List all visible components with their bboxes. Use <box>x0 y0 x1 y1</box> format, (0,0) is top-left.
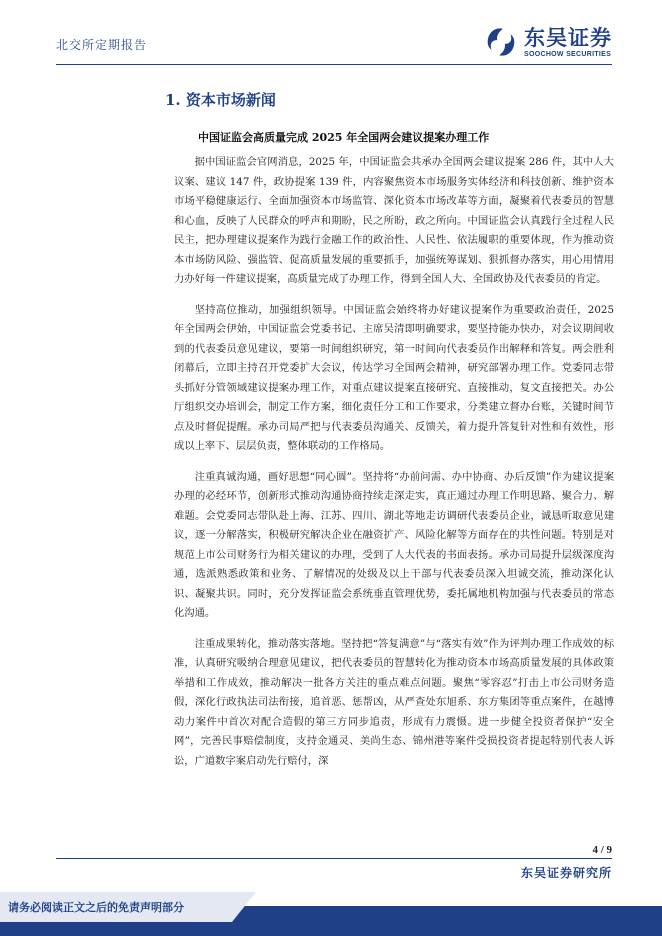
footer-divider <box>56 858 612 859</box>
disclaimer-text: 请务必阅读正文之后的免责声明部分 <box>8 901 184 914</box>
paragraph: 坚持高位推动，加强组织领导。中国证监会始终将办好建议提案作为重要政治责任，2025 年全国两会伊始，中国证监会党委书记、主席吴清即明确要求，要坚持能办快办，对会议期间收到的代表委员意见建议，要第一时间组织研究，第一时间向代表委员作出解释和答复。两会胜利闭幕后，立即主持召开党委扩大会议，传达学习全国两会精神，研究部署办理工作。党委同志带头抓好分管领域建议提案办理工作，对重点建议提案直接研究、直接推动，复文直接把关。办公厅组织交办培训会，制定工作方案，细化责任分工和工作要求，分类建立督办台账，关键时间节点及时督促提醒。承办司局严把与代表委员沟通关、反馈关，着力提升答复针对性和有效性，形成以上率下、层层负责，整体联动的工作格局。 <box>174 303 614 452</box>
report-type-label: 北交所定期报告 <box>56 38 148 52</box>
soochow-logo-icon <box>482 23 520 61</box>
article-body <box>174 153 614 782</box>
section-title: 1. 资本市场新闻 <box>165 91 276 109</box>
page-number: 4 / 9 <box>592 844 612 856</box>
header-divider <box>56 64 612 65</box>
logo-en-text: SOOCHOW SECURITIES <box>524 50 612 58</box>
footer-institute: 东吴证券研究所 <box>520 866 612 880</box>
article-title: 中国证监会高质量完成 2025 年全国两会建议提案办理工作 <box>198 131 490 144</box>
logo-cn-text: 东吴证券 <box>524 25 612 50</box>
paragraph: 注重成果转化，推动落实落地。坚持把“答复满意”与“落实有效”作为评判办理工作成效的标准，认真研究吸纳合理意见建议，把代表委员的智慧转化为推动资本市场高质量发展的具体政策举措和工作成效，推动解决一批各方关注的重点难点问题。聚焦“零容忍”打击上市公司财务造假，深化行政执法司法衔接，追首恶、惩帮凶，从严查处东旭系、东方集团等重点案件，在越博动力案件中首次对配合造假的第三方同步追责，形成有力震慑。进一步健全投资者保护“安全网”，完善民事赔偿制度，支持金通灵、美尚生态、锦州港等案件受损投资者提起特别代表人诉讼，广道数字案启动先行赔付，深 <box>174 637 614 767</box>
paragraph: 据中国证监会官网消息，2025 年，中国证监会共承办全国两会建议提案 286 件，其中人大议案、建议 147 件，政协提案 139 件，内容聚焦资本市场服务实体经济和科技创新、维护资本市场平稳健康运行、全面加强资本市场监管、深化资本市场改革等方面，凝聚着代表委员的智慧和心血，反映了人民群众的呼声和期盼，民之所盼，政之所向。中国证监会认真践行全过程人民民主，把办理建议提案作为践行金融工作的政治性、人民性、依法履职的重要体现，作为推动资本市场防风险、强监管、促高质量发展的重要抓手，加强统筹谋划、狠抓督办落实，用心用情用力办好每一件建议提案，高质量完成了办理工作，得到全国人大、全国政协及代表委员的肯定。 <box>174 156 614 285</box>
company-logo <box>482 22 612 62</box>
paragraph: 注重真诚沟通，画好思想“同心圆”。坚持将“办前问需、办中协商、办后反馈”作为建议提案办理的必经环节，创新形式推动沟通协商持续走深走实，真正通过办理工作明思路、聚合力、解难题。会党委同志带队赴上海、江苏、四川、湖北等地走访调研代表委员企业，诚恳听取意见建议，逐一分解落实，积极研究解决企业在融资扩产、风险化解等方面存在的共性问题。特别是对规范上市公司财务行为相关建议的办理，受到了人大代表的书面表扬。承办司局提升层级深度沟通，选派熟悉政策和业务、了解情况的处级及以上干部与代表委员深入坦诚交流，推动深化认识、凝聚共识。同时，充分发挥证监会系统垂直管理优势，委托属地机构加强与代表委员的常态化沟通。 <box>174 470 614 619</box>
